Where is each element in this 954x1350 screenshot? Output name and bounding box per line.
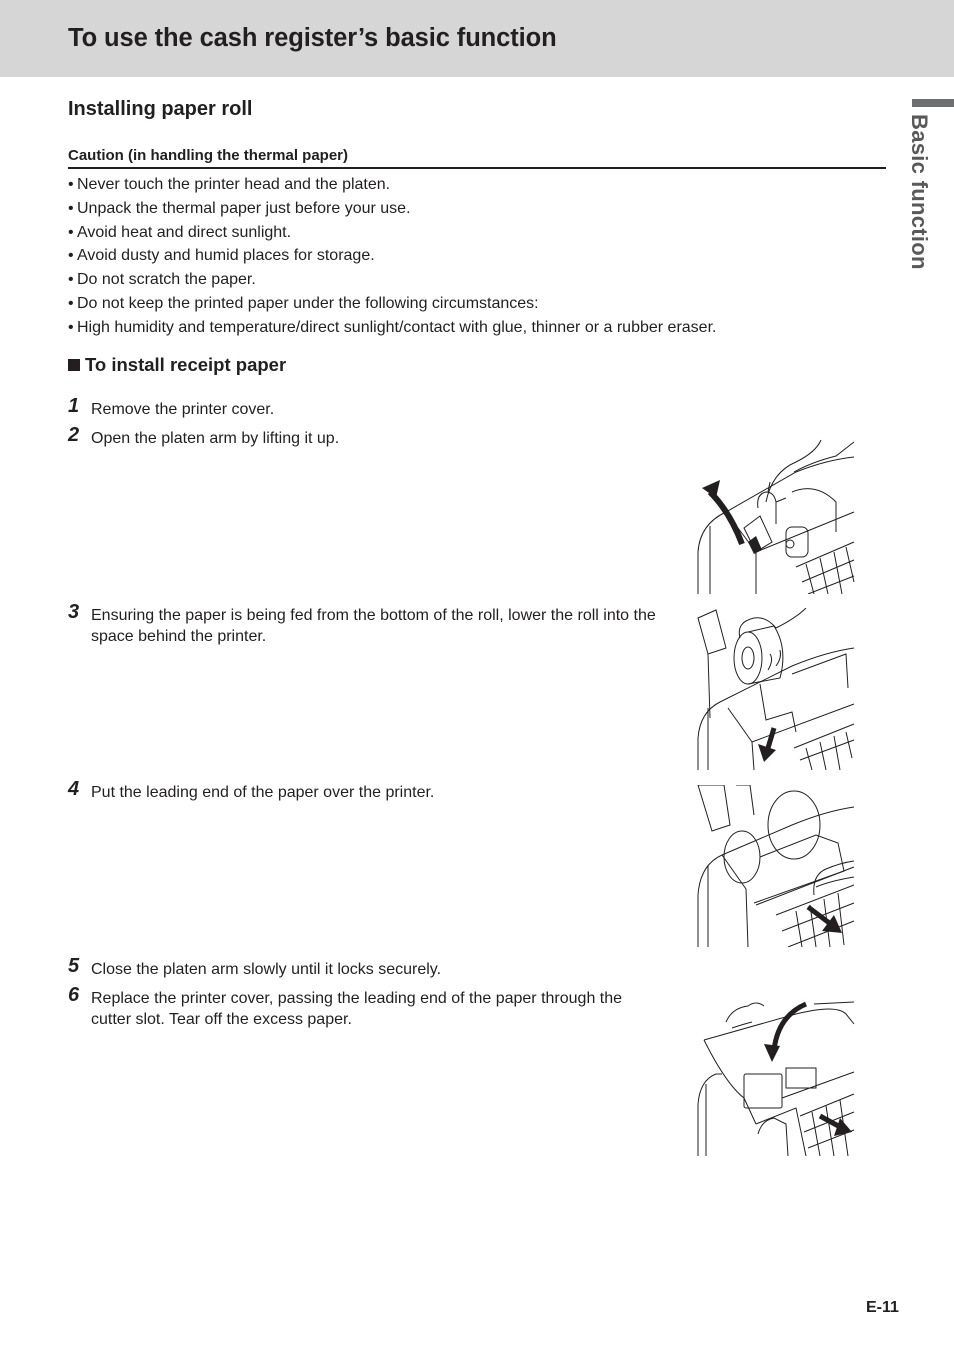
step-text: Remove the printer cover.	[91, 401, 275, 418]
caution-divider	[68, 167, 886, 169]
step-number: 6	[68, 984, 80, 1006]
page-title: To use the cash register’s basic function	[68, 24, 557, 52]
step-text: Replace the printer cover, passing the leading end of the paper through the cutter slot. Tear off the excess paper.	[91, 990, 623, 1028]
step-2	[68, 424, 668, 449]
step-3	[68, 601, 668, 647]
step-number: 2	[68, 424, 80, 446]
list-item: • Never touch the printer head and the platen.	[68, 176, 391, 193]
list-item: • Avoid heat and direct sunlight.	[68, 223, 292, 241]
section-title: Installing paper roll	[68, 98, 253, 120]
illustration-lower-paper-roll	[696, 608, 856, 770]
register-drawing-1	[696, 432, 856, 594]
caution-title: Caution (in handling the thermal paper)	[68, 147, 349, 164]
list-item: • Do not keep the printed paper under the following circumstances:	[68, 294, 539, 312]
step-text: Close the platen arm slowly until it locks securely.	[91, 961, 442, 978]
list-item: • Unpack the thermal paper just before your use.	[68, 199, 411, 217]
step-text: Put the leading end of the paper over the printer.	[91, 784, 435, 801]
illustration-open-platen-arm	[696, 432, 856, 594]
side-tab-label: Basic function	[907, 114, 932, 270]
illustration-paper-over-printer	[696, 785, 856, 947]
list-item: • Do not scratch the paper.	[68, 271, 256, 289]
register-drawing-3	[696, 785, 856, 947]
illustration-replace-printer-cover	[696, 994, 856, 1156]
step-number: 1	[68, 395, 80, 417]
square-bullet-icon	[68, 359, 80, 371]
step-text: Open the platen arm by lifting it up.	[91, 430, 340, 447]
step-1	[68, 395, 668, 420]
list-item: • Avoid dusty and humid places for storage.	[68, 247, 375, 265]
page-number: E-11	[866, 1299, 899, 1316]
step-number: 5	[68, 955, 80, 977]
caution-list	[68, 175, 716, 342]
list-item: • High humidity and temperature/direct sunlight/contact with glue, thinner or a rubber eraser.	[68, 318, 717, 336]
step-4	[68, 778, 668, 803]
step-6	[68, 984, 658, 1030]
register-drawing-4	[696, 994, 856, 1156]
step-number: 3	[68, 601, 80, 623]
step-text: Ensuring the paper is being fed from the bottom of the roll, lower the roll into the space behind the printer.	[91, 607, 656, 645]
step-5	[68, 955, 668, 980]
register-drawing-2	[696, 608, 856, 770]
step-number: 4	[68, 778, 80, 800]
receipt-section-title: To install receipt paper	[68, 354, 286, 376]
side-tab-marker	[912, 99, 954, 107]
